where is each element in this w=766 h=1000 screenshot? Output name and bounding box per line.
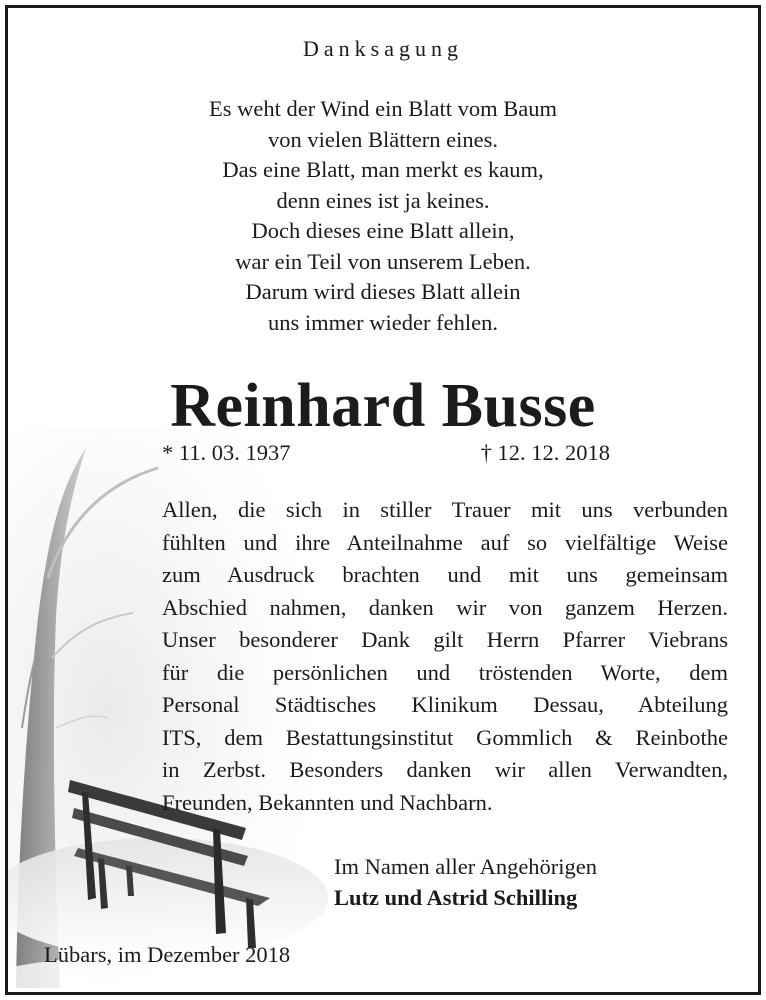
- body-line: Freunden, Bekannten und Nachbarn.: [162, 789, 493, 815]
- deceased-name: Reinhard Busse: [170, 372, 596, 440]
- death-date: † 12. 12. 2018: [480, 440, 610, 465]
- body-line: in Zerbst. Besonders danken wir allen Verwandten,: [162, 757, 728, 782]
- poem-line: von vielen Blättern eines.: [268, 126, 498, 152]
- poem-line: uns immer wieder fehlen.: [268, 309, 498, 335]
- poem-line: Doch dieses eine Blatt allein,: [251, 218, 515, 243]
- place-date: Lübars, im Dezember 2018: [44, 942, 291, 967]
- birth-date: * 11. 03. 1937: [162, 440, 291, 465]
- poem-line: Das eine Blatt, man merkt es kaum,: [222, 157, 544, 182]
- poem-line: war ein Teil von unserem Leben.: [235, 248, 531, 274]
- poem-line: denn eines ist ja keines.: [276, 187, 490, 213]
- body-line: zum Ausdruck brachten und mit uns gemeinsam: [162, 562, 728, 587]
- poem-line: Es weht der Wind ein Blatt vom Baum: [208, 96, 557, 121]
- signature-block: [334, 851, 597, 913]
- heading-danksagung: Danksagung: [303, 36, 463, 61]
- body-line: für die persönlichen und tröstenden Worte, dem: [162, 659, 728, 685]
- poem-line: Darum wird dieses Blatt allein: [245, 279, 521, 304]
- body-line: Abschied nahmen, danken wir von ganzem Herzen.: [162, 594, 728, 620]
- obituary-frame: [5, 5, 761, 995]
- poem: [8, 94, 758, 338]
- signature-intro: Im Namen aller Angehörigen: [334, 854, 598, 879]
- body-line: Unser besonderer Dank gilt Herrn Pfarrer Viebrans: [162, 627, 728, 652]
- body-line: ITS, dem Bestattungsinstitut Gommlich & Reinbothe: [162, 724, 728, 750]
- body-line: Allen, die sich in stiller Trauer mit uns verbunden: [162, 497, 728, 522]
- body-line: fühlten und ihre Anteilnahme auf so vielfältige Weise: [162, 529, 728, 555]
- body-line: Personal Städtisches Klinikum Dessau, Abteilung: [162, 692, 728, 717]
- signature-names: Lutz und Astrid Schilling: [334, 885, 578, 910]
- thank-you-text: [162, 494, 728, 819]
